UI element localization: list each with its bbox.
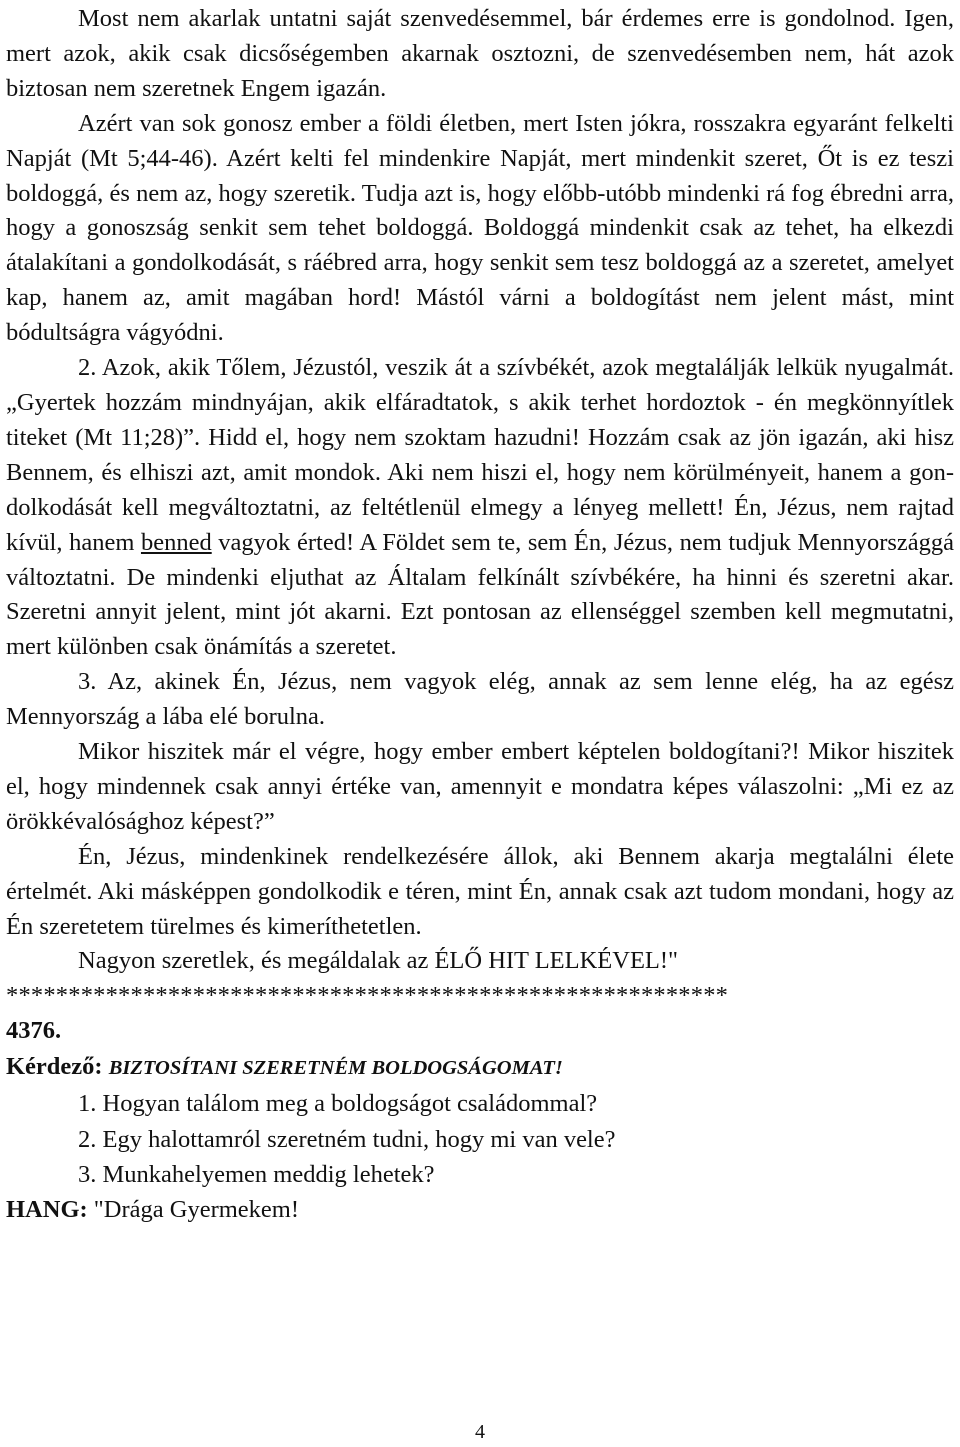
- page-number: 4: [475, 1421, 485, 1443]
- paragraph-text: vagyok érted! A Földet sem te, sem Én, Jézus, nem tudjuk Mennyországgá változtatni. De mindenki eljuthat az Általam felkínált szívbékére, ha hinni és szeretni akar. Szeretni annyit jelent, mint jót akarni. Ezt pontosan az ellenséggel szemben kell megmutatni, mert különben csak önámítás a szeretet.: [6, 528, 955, 661]
- paragraph-text: 2. Azok, akik Tőlem, Jézustól, veszik át a szívbékét, azok megtalálják lelkük nyugalmát. „Gyertek hozzám mindnyájan, akik elfáradtatok, s akik terhet hordoztok - én megkönnyítlek titeket (Mt 11;28)”. Hidd el, hogy nem szoktam hazudni! Hozzám csak az jön igazán, aki hisz Bennem, és elhiszi azt, amit mondok. Aki nem hiszi el, hogy nem körülményeit, hanem a gondolkodását kell megváltoztatni, az feltétlenül elmegy a lényeg mellett! Én, Jézus, nem rajtad kívül, hanem: [6, 354, 954, 556]
- asker-line: [6, 1050, 954, 1086]
- answer-text: "Drága Gyermekem!: [93, 1196, 300, 1224]
- paragraph: Azért van sok gonosz ember a földi életben, mert Isten jókra, rosszakra egyaránt felkelti Napját (Mt 5;44-46). Azért kelti fel mindenkire Napját, mert mindenkit szeret, Őt is ez teszi boldoggá, és nem az, hogy szeretik. Tudja azt is, hogy előbb-utóbb mindenki rá fog ébredni arra, hogy a gonoszság senkit sem tehet boldoggá. Boldoggá mindenkit csak az tehet, ha elkezdi átalakítani a gondolkodását, s ráébred arra, hogy senkit sem tesz boldoggá az a szeretet, amelyet kap, hanem az, amit magában hord! Mástól várni a boldogítást nem jelent mást, mint bódultságra vágyódni.: [6, 109, 954, 347]
- paragraph: Most nem akarlak untatni saját szenvedésemmel, bár érdemes erre is gondolnod. Igen, mert azok, akik csak dicsőségemben akarnak osztozni, de szenvedésemben nem, hát azok biztosan nem szeretnek Engem igazán.: [6, 5, 954, 102]
- document-page: [6, 0, 954, 1227]
- question-item: 3. Munkahelyemen meddig lehetek?: [78, 1160, 435, 1188]
- separator-line: **********************************************************: [6, 982, 729, 1010]
- paragraph: Nagyon szeretlek, és megáldalak az ÉLŐ HIT LELKÉVEL!": [78, 947, 679, 975]
- entry-number: 4376.: [6, 1017, 62, 1045]
- asker-label: Kérdező:: [6, 1053, 103, 1081]
- paragraph: Mikor hiszitek már el végre, hogy ember embert képtelen boldogítani?! Mikor hiszitek el, hogy mindennek csak annyi értéke van, amennyit e mondatra képes válaszolni: „Mi ez az örökkévalósághoz képest?”: [6, 738, 954, 835]
- underlined-word: benned: [140, 528, 212, 556]
- question-item: 2. Egy halottamról szeretném tudni, hogy mi van vele?: [78, 1125, 616, 1153]
- answer-label: HANG:: [6, 1196, 88, 1224]
- question-item: 1. Hogyan találom meg a boldogságot családommal?: [78, 1090, 598, 1118]
- answer-line: [6, 1192, 954, 1227]
- paragraph: Én, Jézus, mindenkinek rendelkezésére állok, aki Bennem akarja megtalálni élete értelmét. Aki másképpen gondolkodik e téren, mint Én, annak csak azt tudom mondani, hogy az Én szeretetem türelmes és kimeríthetetlen.: [6, 842, 954, 940]
- asker-text: BIZTOSÍTANI SZERETNÉM BOLDOGSÁGOMAT!: [108, 1057, 563, 1080]
- paragraph: 3. Az, akinek Én, Jézus, nem vagyok elég, annak az sem lenne elég, ha az egész Mennyország a lába elé borulna.: [6, 668, 954, 731]
- paragraph: [6, 351, 954, 665]
